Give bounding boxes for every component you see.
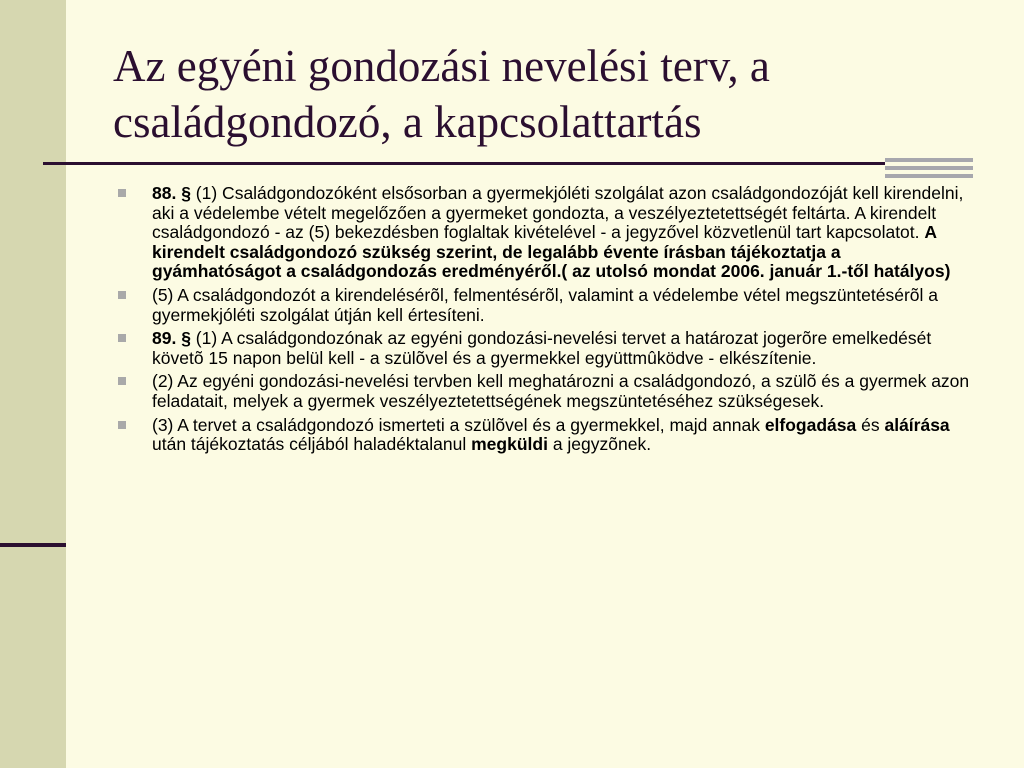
bullet-square-icon — [118, 334, 126, 342]
title-underline — [43, 162, 885, 165]
bullet-text: a jegyzõnek. — [547, 434, 652, 455]
bullet-bold-text: megküldi — [471, 434, 548, 455]
bullet-text: után tájékoztatás céljából haladéktalanul — [152, 434, 472, 455]
left-accent-line — [0, 543, 66, 547]
slide-title-line-2: családgondozó, a kapcsolattartás — [113, 97, 702, 147]
bullet-text: és — [856, 414, 885, 435]
list-item — [120, 372, 972, 411]
bullet-square-icon — [118, 421, 126, 429]
bullet-text: (5) A családgondozót a kirendelésérõl, felmentésérõl, valamint a védelembe vétel megszüntetésérõl a gyermekjóléti szolgálat útján kell értesíteni. — [152, 284, 938, 325]
bullet-text: (1) Családgondozóként elsősorban a gyermekjóléti szolgálat azon családgondozóját kell kirendelni, aki a védelembe vételt megelőzően a gyermeket gondozta, a veszélyeztetettségét feltárta. A kirendelt családgondozó - az (5) bekezdésben foglaltak kivételével - a jegyzővel közvetlenül tart kapcsolatot. — [152, 183, 964, 243]
slide-title — [113, 38, 993, 150]
bullet-bold-text: aláírása — [884, 414, 950, 435]
bullet-list — [120, 184, 972, 459]
bullet-text: (1) A családgondozónak az egyéni gondozási-nevelési tervet a határozat jogerõre emelkedését követõ 15 napon belül kell - a szülõvel és a gyermekkel együttmûködve - elkészítenie. — [152, 328, 932, 368]
title-underline-accent-2 — [885, 166, 973, 170]
title-underline-accent-3 — [885, 174, 973, 178]
bullet-text: (2) Az egyéni gondozási-nevelési tervben kell meghatározni a családgondozó, a szülõ és a gyermek azon feladatait, melyek a gyermek veszélyeztetettségének megszüntetéséhez szükségesek. — [152, 371, 970, 411]
bullet-text: (3) A tervet a családgondozó ismerteti a szülõvel és a gyermekkel, majd annak — [152, 414, 765, 435]
list-item — [120, 286, 972, 325]
slide-title-line-1: Az egyéni gondozási nevelési terv, a — [113, 41, 770, 91]
bullet-square-icon — [118, 377, 126, 385]
title-underline-accent-1 — [885, 158, 973, 162]
list-item — [120, 184, 972, 282]
paragraph-number-88: 88. § — [152, 183, 191, 203]
list-item — [120, 416, 972, 455]
bullet-square-icon — [118, 189, 126, 197]
bullet-bold-text: elfogadása — [764, 414, 857, 435]
bullet-square-icon — [118, 291, 126, 299]
paragraph-number-89: 89. § — [152, 328, 191, 349]
list-item — [120, 329, 972, 368]
bullet-bold-text: A kirendelt családgondozó szükség szerint, de legalább évente írásban tájékoztatja a gyámhatóságot a családgondozás eredményéről.( az utolsó mondat 2006. január 1.-től hatályos) — [152, 222, 951, 282]
left-decorative-bar — [0, 0, 66, 768]
